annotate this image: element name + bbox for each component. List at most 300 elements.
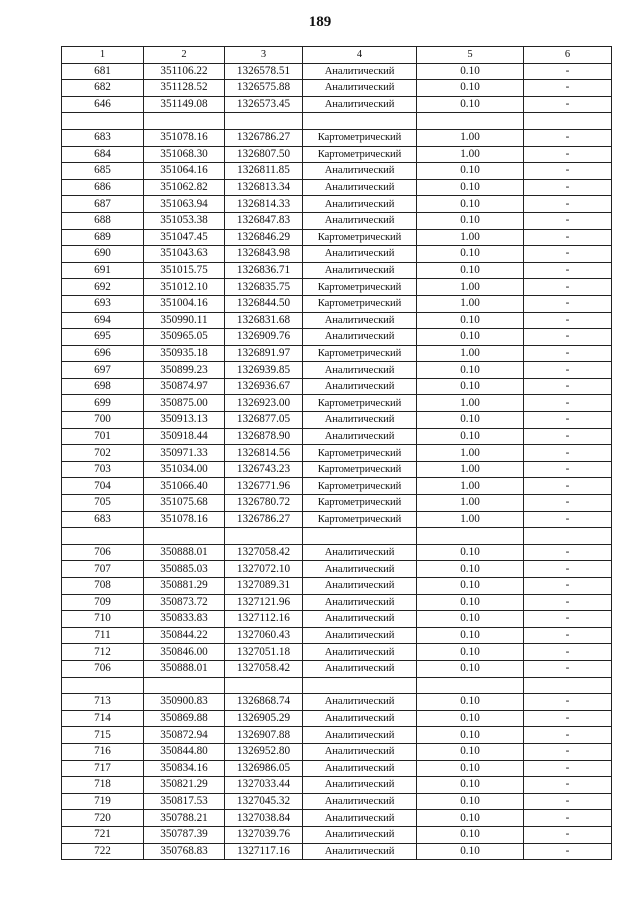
x-coordinate-cell: 350888.01 <box>144 544 225 561</box>
accuracy-cell: 0.10 <box>417 644 524 661</box>
x-coordinate-cell: 351078.16 <box>144 511 225 528</box>
empty-cell <box>62 677 144 694</box>
table-row <box>62 279 612 296</box>
method-cell: Аналитический <box>303 760 417 777</box>
accuracy-cell: 1.00 <box>417 461 524 478</box>
note-cell: - <box>524 96 612 113</box>
table-row <box>62 378 612 395</box>
x-coordinate-cell: 350833.83 <box>144 611 225 628</box>
method-cell: Аналитический <box>303 412 417 429</box>
table-row <box>62 694 612 711</box>
point-number-cell: 682 <box>62 80 144 97</box>
point-number-cell: 711 <box>62 627 144 644</box>
table-row <box>62 295 612 312</box>
y-coordinate-cell: 1326909.76 <box>225 329 303 346</box>
table-row <box>62 578 612 595</box>
x-coordinate-cell: 351047.45 <box>144 229 225 246</box>
empty-cell <box>524 528 612 545</box>
x-coordinate-cell: 350844.22 <box>144 627 225 644</box>
x-coordinate-cell: 350899.23 <box>144 362 225 379</box>
method-cell: Аналитический <box>303 362 417 379</box>
x-coordinate-cell: 350971.33 <box>144 445 225 462</box>
point-number-cell: 705 <box>62 495 144 512</box>
point-number-cell: 713 <box>62 694 144 711</box>
empty-cell <box>225 677 303 694</box>
x-coordinate-cell: 350821.29 <box>144 777 225 794</box>
method-cell: Аналитический <box>303 644 417 661</box>
y-coordinate-cell: 1327058.42 <box>225 660 303 677</box>
note-cell: - <box>524 412 612 429</box>
blank-separator-row <box>62 113 612 130</box>
note-cell: - <box>524 710 612 727</box>
x-coordinate-cell: 351075.68 <box>144 495 225 512</box>
accuracy-cell: 1.00 <box>417 445 524 462</box>
accuracy-cell: 0.10 <box>417 727 524 744</box>
table-row <box>62 428 612 445</box>
point-number-cell: 646 <box>62 96 144 113</box>
note-cell: - <box>524 80 612 97</box>
accuracy-cell: 1.00 <box>417 295 524 312</box>
x-coordinate-cell: 350913.13 <box>144 412 225 429</box>
method-cell: Аналитический <box>303 312 417 329</box>
note-cell: - <box>524 329 612 346</box>
table-row <box>62 212 612 229</box>
empty-cell <box>144 677 225 694</box>
method-cell: Аналитический <box>303 627 417 644</box>
method-cell: Картометрический <box>303 146 417 163</box>
empty-cell <box>303 113 417 130</box>
accuracy-cell: 0.10 <box>417 246 524 263</box>
x-coordinate-cell: 351149.08 <box>144 96 225 113</box>
point-number-cell: 683 <box>62 129 144 146</box>
note-cell: - <box>524 63 612 80</box>
empty-cell <box>144 113 225 130</box>
x-coordinate-cell: 350872.94 <box>144 727 225 744</box>
method-cell: Аналитический <box>303 660 417 677</box>
point-number-cell: 717 <box>62 760 144 777</box>
y-coordinate-cell: 1326936.67 <box>225 378 303 395</box>
note-cell: - <box>524 478 612 495</box>
table-header <box>62 47 612 64</box>
accuracy-cell: 0.10 <box>417 743 524 760</box>
note-cell: - <box>524 362 612 379</box>
method-cell: Картометрический <box>303 345 417 362</box>
empty-cell <box>225 113 303 130</box>
x-coordinate-cell: 350768.83 <box>144 843 225 860</box>
y-coordinate-cell: 1326786.27 <box>225 511 303 528</box>
x-coordinate-cell: 351064.16 <box>144 163 225 180</box>
note-cell: - <box>524 262 612 279</box>
column-header-4: 4 <box>303 47 417 64</box>
note-cell: - <box>524 594 612 611</box>
empty-cell <box>417 528 524 545</box>
accuracy-cell: 0.10 <box>417 710 524 727</box>
coordinates-table <box>61 46 612 860</box>
point-number-cell: 714 <box>62 710 144 727</box>
x-coordinate-cell: 351034.00 <box>144 461 225 478</box>
point-number-cell: 716 <box>62 743 144 760</box>
point-number-cell: 699 <box>62 395 144 412</box>
table-row <box>62 63 612 80</box>
note-cell: - <box>524 611 612 628</box>
note-cell: - <box>524 544 612 561</box>
table-row <box>62 179 612 196</box>
point-number-cell: 706 <box>62 544 144 561</box>
point-number-cell: 704 <box>62 478 144 495</box>
x-coordinate-cell: 351106.22 <box>144 63 225 80</box>
note-cell: - <box>524 212 612 229</box>
accuracy-cell: 0.10 <box>417 611 524 628</box>
method-cell: Аналитический <box>303 694 417 711</box>
note-cell: - <box>524 395 612 412</box>
point-number-cell: 720 <box>62 810 144 827</box>
accuracy-cell: 0.10 <box>417 179 524 196</box>
x-coordinate-cell: 350873.72 <box>144 594 225 611</box>
y-coordinate-cell: 1327121.96 <box>225 594 303 611</box>
y-coordinate-cell: 1326835.75 <box>225 279 303 296</box>
y-coordinate-cell: 1326907.88 <box>225 727 303 744</box>
x-coordinate-cell: 351062.82 <box>144 179 225 196</box>
table-row <box>62 80 612 97</box>
y-coordinate-cell: 1327112.16 <box>225 611 303 628</box>
table-row <box>62 445 612 462</box>
y-coordinate-cell: 1326891.97 <box>225 345 303 362</box>
accuracy-cell: 0.10 <box>417 378 524 395</box>
x-coordinate-cell: 350965.05 <box>144 329 225 346</box>
column-header-3: 3 <box>225 47 303 64</box>
point-number-cell: 712 <box>62 644 144 661</box>
point-number-cell: 695 <box>62 329 144 346</box>
table-row <box>62 511 612 528</box>
point-number-cell: 706 <box>62 660 144 677</box>
table-row <box>62 611 612 628</box>
note-cell: - <box>524 627 612 644</box>
point-number-cell: 718 <box>62 777 144 794</box>
y-coordinate-cell: 1326814.56 <box>225 445 303 462</box>
method-cell: Картометрический <box>303 129 417 146</box>
table-row <box>62 627 612 644</box>
accuracy-cell: 0.10 <box>417 660 524 677</box>
point-number-cell: 698 <box>62 378 144 395</box>
note-cell: - <box>524 511 612 528</box>
table-row <box>62 246 612 263</box>
note-cell: - <box>524 743 612 760</box>
x-coordinate-cell: 351004.16 <box>144 295 225 312</box>
table-row <box>62 329 612 346</box>
point-number-cell: 702 <box>62 445 144 462</box>
table-row <box>62 196 612 213</box>
method-cell: Аналитический <box>303 179 417 196</box>
y-coordinate-cell: 1326813.34 <box>225 179 303 196</box>
y-coordinate-cell: 1326952.80 <box>225 743 303 760</box>
note-cell: - <box>524 146 612 163</box>
point-number-cell: 687 <box>62 196 144 213</box>
x-coordinate-cell: 351053.38 <box>144 212 225 229</box>
x-coordinate-cell: 350990.11 <box>144 312 225 329</box>
note-cell: - <box>524 179 612 196</box>
accuracy-cell: 1.00 <box>417 129 524 146</box>
table-row <box>62 743 612 760</box>
note-cell: - <box>524 660 612 677</box>
x-coordinate-cell: 350935.18 <box>144 345 225 362</box>
column-header-6: 6 <box>524 47 612 64</box>
method-cell: Картометрический <box>303 445 417 462</box>
note-cell: - <box>524 826 612 843</box>
accuracy-cell: 1.00 <box>417 511 524 528</box>
point-number-cell: 694 <box>62 312 144 329</box>
method-cell: Аналитический <box>303 196 417 213</box>
method-cell: Картометрический <box>303 229 417 246</box>
method-cell: Аналитический <box>303 826 417 843</box>
x-coordinate-cell: 351078.16 <box>144 129 225 146</box>
x-coordinate-cell: 350918.44 <box>144 428 225 445</box>
point-number-cell: 707 <box>62 561 144 578</box>
table-row <box>62 793 612 810</box>
method-cell: Картометрический <box>303 495 417 512</box>
point-number-cell: 721 <box>62 826 144 843</box>
point-number-cell: 685 <box>62 163 144 180</box>
table-row <box>62 461 612 478</box>
x-coordinate-cell: 350888.01 <box>144 660 225 677</box>
accuracy-cell: 0.10 <box>417 96 524 113</box>
method-cell: Аналитический <box>303 63 417 80</box>
accuracy-cell: 0.10 <box>417 80 524 97</box>
accuracy-cell: 0.10 <box>417 594 524 611</box>
accuracy-cell: 0.10 <box>417 212 524 229</box>
method-cell: Картометрический <box>303 279 417 296</box>
table-row <box>62 312 612 329</box>
point-number-cell: 722 <box>62 843 144 860</box>
accuracy-cell: 0.10 <box>417 163 524 180</box>
point-number-cell: 703 <box>62 461 144 478</box>
empty-cell <box>62 528 144 545</box>
note-cell: - <box>524 843 612 860</box>
y-coordinate-cell: 1327089.31 <box>225 578 303 595</box>
point-number-cell: 692 <box>62 279 144 296</box>
point-number-cell: 693 <box>62 295 144 312</box>
table-row <box>62 345 612 362</box>
note-cell: - <box>524 345 612 362</box>
x-coordinate-cell: 350844.80 <box>144 743 225 760</box>
method-cell: Аналитический <box>303 743 417 760</box>
column-header-1: 1 <box>62 47 144 64</box>
method-cell: Аналитический <box>303 96 417 113</box>
point-number-cell: 697 <box>62 362 144 379</box>
table-row <box>62 561 612 578</box>
empty-cell <box>417 677 524 694</box>
column-header-5: 5 <box>417 47 524 64</box>
method-cell: Аналитический <box>303 793 417 810</box>
y-coordinate-cell: 1327039.76 <box>225 826 303 843</box>
table-row <box>62 594 612 611</box>
y-coordinate-cell: 1326843.98 <box>225 246 303 263</box>
x-coordinate-cell: 351015.75 <box>144 262 225 279</box>
y-coordinate-cell: 1327038.84 <box>225 810 303 827</box>
note-cell: - <box>524 578 612 595</box>
note-cell: - <box>524 461 612 478</box>
method-cell: Аналитический <box>303 246 417 263</box>
accuracy-cell: 0.10 <box>417 777 524 794</box>
table-row <box>62 826 612 843</box>
point-number-cell: 689 <box>62 229 144 246</box>
table-row <box>62 644 612 661</box>
empty-cell <box>225 528 303 545</box>
y-coordinate-cell: 1326905.29 <box>225 710 303 727</box>
table-row <box>62 395 612 412</box>
x-coordinate-cell: 350846.00 <box>144 644 225 661</box>
y-coordinate-cell: 1326877.05 <box>225 412 303 429</box>
point-number-cell: 715 <box>62 727 144 744</box>
note-cell: - <box>524 129 612 146</box>
accuracy-cell: 1.00 <box>417 345 524 362</box>
x-coordinate-cell: 350875.00 <box>144 395 225 412</box>
page-number: 189 <box>308 14 332 30</box>
x-coordinate-cell: 350817.53 <box>144 793 225 810</box>
y-coordinate-cell: 1326846.29 <box>225 229 303 246</box>
method-cell: Аналитический <box>303 428 417 445</box>
method-cell: Аналитический <box>303 262 417 279</box>
y-coordinate-cell: 1326923.00 <box>225 395 303 412</box>
accuracy-cell: 0.10 <box>417 843 524 860</box>
accuracy-cell: 0.10 <box>417 329 524 346</box>
table-row <box>62 362 612 379</box>
y-coordinate-cell: 1326878.90 <box>225 428 303 445</box>
y-coordinate-cell: 1326771.96 <box>225 478 303 495</box>
note-cell: - <box>524 163 612 180</box>
method-cell: Аналитический <box>303 163 417 180</box>
y-coordinate-cell: 1326780.72 <box>225 495 303 512</box>
accuracy-cell: 0.10 <box>417 760 524 777</box>
x-coordinate-cell: 351068.30 <box>144 146 225 163</box>
blank-separator-row <box>62 528 612 545</box>
accuracy-cell: 0.10 <box>417 694 524 711</box>
accuracy-cell: 1.00 <box>417 395 524 412</box>
x-coordinate-cell: 351066.40 <box>144 478 225 495</box>
x-coordinate-cell: 350834.16 <box>144 760 225 777</box>
table-row <box>62 412 612 429</box>
method-cell: Аналитический <box>303 710 417 727</box>
table-row <box>62 495 612 512</box>
x-coordinate-cell: 350900.83 <box>144 694 225 711</box>
accuracy-cell: 0.10 <box>417 578 524 595</box>
table-row <box>62 843 612 860</box>
method-cell: Аналитический <box>303 329 417 346</box>
method-cell: Картометрический <box>303 461 417 478</box>
table-row <box>62 229 612 246</box>
x-coordinate-cell: 350788.21 <box>144 810 225 827</box>
y-coordinate-cell: 1327051.18 <box>225 644 303 661</box>
method-cell: Аналитический <box>303 378 417 395</box>
point-number-cell: 719 <box>62 793 144 810</box>
method-cell: Аналитический <box>303 80 417 97</box>
table-row <box>62 660 612 677</box>
y-coordinate-cell: 1327033.44 <box>225 777 303 794</box>
y-coordinate-cell: 1326575.88 <box>225 80 303 97</box>
accuracy-cell: 0.10 <box>417 810 524 827</box>
point-number-cell: 710 <box>62 611 144 628</box>
accuracy-cell: 0.10 <box>417 544 524 561</box>
x-coordinate-cell: 350787.39 <box>144 826 225 843</box>
table-row <box>62 810 612 827</box>
table-body <box>62 63 612 860</box>
note-cell: - <box>524 810 612 827</box>
accuracy-cell: 0.10 <box>417 793 524 810</box>
y-coordinate-cell: 1327060.43 <box>225 627 303 644</box>
note-cell: - <box>524 378 612 395</box>
empty-cell <box>303 677 417 694</box>
table-row <box>62 544 612 561</box>
table-row <box>62 777 612 794</box>
accuracy-cell: 0.10 <box>417 412 524 429</box>
y-coordinate-cell: 1327117.16 <box>225 843 303 860</box>
y-coordinate-cell: 1326786.27 <box>225 129 303 146</box>
method-cell: Аналитический <box>303 544 417 561</box>
accuracy-cell: 0.10 <box>417 627 524 644</box>
y-coordinate-cell: 1326814.33 <box>225 196 303 213</box>
x-coordinate-cell: 350885.03 <box>144 561 225 578</box>
table-row <box>62 146 612 163</box>
y-coordinate-cell: 1327072.10 <box>225 561 303 578</box>
empty-cell <box>62 113 144 130</box>
method-cell: Картометрический <box>303 295 417 312</box>
note-cell: - <box>524 793 612 810</box>
accuracy-cell: 1.00 <box>417 146 524 163</box>
method-cell: Аналитический <box>303 561 417 578</box>
accuracy-cell: 0.10 <box>417 312 524 329</box>
accuracy-cell: 0.10 <box>417 262 524 279</box>
header-row <box>62 47 612 64</box>
note-cell: - <box>524 312 612 329</box>
table-row <box>62 163 612 180</box>
x-coordinate-cell: 351063.94 <box>144 196 225 213</box>
x-coordinate-cell: 351043.63 <box>144 246 225 263</box>
method-cell: Аналитический <box>303 810 417 827</box>
note-cell: - <box>524 295 612 312</box>
y-coordinate-cell: 1326986.05 <box>225 760 303 777</box>
table-row <box>62 478 612 495</box>
y-coordinate-cell: 1326807.50 <box>225 146 303 163</box>
empty-cell <box>524 113 612 130</box>
accuracy-cell: 0.10 <box>417 63 524 80</box>
accuracy-cell: 1.00 <box>417 279 524 296</box>
table-row <box>62 262 612 279</box>
note-cell: - <box>524 561 612 578</box>
x-coordinate-cell: 350874.97 <box>144 378 225 395</box>
y-coordinate-cell: 1326811.85 <box>225 163 303 180</box>
method-cell: Аналитический <box>303 611 417 628</box>
y-coordinate-cell: 1327058.42 <box>225 544 303 561</box>
method-cell: Картометрический <box>303 395 417 412</box>
blank-separator-row <box>62 677 612 694</box>
table-row <box>62 96 612 113</box>
note-cell: - <box>524 196 612 213</box>
method-cell: Аналитический <box>303 594 417 611</box>
note-cell: - <box>524 644 612 661</box>
point-number-cell: 700 <box>62 412 144 429</box>
point-number-cell: 686 <box>62 179 144 196</box>
y-coordinate-cell: 1326844.50 <box>225 295 303 312</box>
point-number-cell: 708 <box>62 578 144 595</box>
x-coordinate-cell: 350869.88 <box>144 710 225 727</box>
x-coordinate-cell: 350881.29 <box>144 578 225 595</box>
column-header-2: 2 <box>144 47 225 64</box>
point-number-cell: 691 <box>62 262 144 279</box>
method-cell: Аналитический <box>303 578 417 595</box>
note-cell: - <box>524 760 612 777</box>
y-coordinate-cell: 1326743.23 <box>225 461 303 478</box>
point-number-cell: 709 <box>62 594 144 611</box>
empty-cell <box>417 113 524 130</box>
